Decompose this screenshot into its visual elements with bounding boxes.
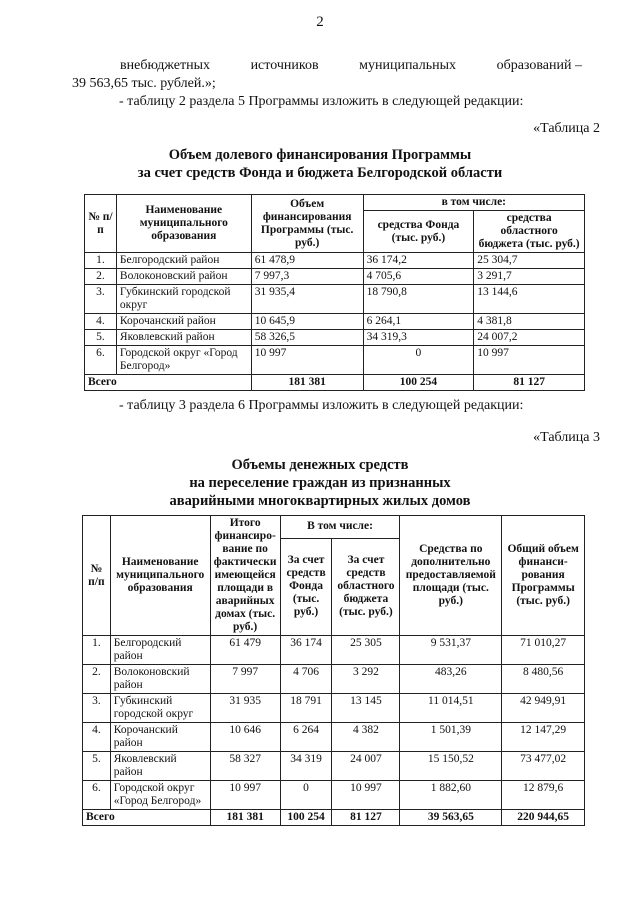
cell-num: 4. [83, 723, 111, 752]
cell-regional: 4 382 [332, 723, 400, 752]
table3-header-total: Итого финансиро-вание по фактически имеющейся площади в аварийных домах (тыс. руб.) [210, 516, 280, 636]
table-row [83, 636, 585, 665]
total-fund: 100 254 [363, 375, 474, 391]
cell-fund: 18 790,8 [363, 285, 474, 314]
table3-header-name: Наименование муниципального образования [110, 516, 210, 636]
table-row [83, 723, 585, 752]
total-fund: 100 254 [280, 810, 332, 826]
table-total-row [85, 375, 585, 391]
cell-total: 7 997 [210, 665, 280, 694]
table-row [83, 752, 585, 781]
cell-fund: 4 705,6 [363, 269, 474, 285]
cell-regional: 4 381,8 [474, 314, 585, 330]
total-regional: 81 127 [474, 375, 585, 391]
cell-num: 1. [85, 253, 117, 269]
cell-name: Городской округ «Город Белгород» [116, 346, 251, 375]
cell-fund: 18 791 [280, 694, 332, 723]
cell-regional: 25 304,7 [474, 253, 585, 269]
cell-grand: 42 949,91 [502, 694, 585, 723]
cell-name: Корочанский район [116, 314, 251, 330]
table3-header-grand: Общий объем финанси-рования Программы (тыс. руб.) [502, 516, 585, 636]
table-row [83, 665, 585, 694]
intro-line-2: 39 563,65 тыс. рублей.»; [72, 76, 216, 91]
cell-num: 3. [83, 694, 111, 723]
cell-fund: 34 319,3 [363, 330, 474, 346]
cell-name: Волоконовский район [116, 269, 251, 285]
table2-title-1: Объем долевого финансирования Программы [168, 147, 472, 163]
table2-title-2: за счет средств Фонда и бюджета Белгородской области [137, 165, 503, 181]
cell-grand: 12 879,6 [502, 781, 585, 810]
cell-num: 2. [83, 665, 111, 694]
cell-name: Губкинский городской округ [116, 285, 251, 314]
cell-name: Корочанский район [110, 723, 210, 752]
table-row [83, 694, 585, 723]
table-row [85, 346, 585, 375]
cell-name: Волоконовский район [110, 665, 210, 694]
table2 [84, 194, 585, 391]
cell-regional: 24 007 [332, 752, 400, 781]
cell-name: Яковлевский район [116, 330, 251, 346]
intro-line-3: - таблицу 2 раздела 5 Программы изложить в следующей редакции: [119, 94, 524, 109]
cell-regional: 10 997 [474, 346, 585, 375]
total-regional: 81 127 [332, 810, 400, 826]
table-total-row [83, 810, 585, 826]
cell-regional: 3 291,7 [474, 269, 585, 285]
table2-header-incl: в том числе: [363, 195, 584, 211]
table-row [85, 314, 585, 330]
table3-title-2: на переселение граждан из признанных [189, 475, 451, 491]
total-label: Всего [85, 375, 252, 391]
table3-header-extra: Средства по дополнительно предоставляемой площади (тыс. руб.) [400, 516, 502, 636]
cell-fund: 6 264,1 [363, 314, 474, 330]
cell-extra: 9 531,37 [400, 636, 502, 665]
table3 [82, 515, 585, 826]
table3-header-num: № п/п [83, 516, 111, 636]
cell-total: 31 935 [210, 694, 280, 723]
cell-fund: 34 319 [280, 752, 332, 781]
cell-extra: 483,26 [400, 665, 502, 694]
table-row [85, 330, 585, 346]
cell-extra: 1 882,60 [400, 781, 502, 810]
cell-regional: 25 305 [332, 636, 400, 665]
cell-regional: 24 007,2 [474, 330, 585, 346]
cell-total: 58 327 [210, 752, 280, 781]
cell-num: 5. [85, 330, 117, 346]
intro-word: источников [250, 58, 319, 73]
table2-header-regional: средства областного бюджета (тыс. руб.) [474, 211, 585, 253]
cell-total: 10 997 [210, 781, 280, 810]
intro-word: муниципальных [359, 58, 457, 73]
cell-name: Городской округ «Город Белгород» [110, 781, 210, 810]
cell-num: 3. [85, 285, 117, 314]
cell-regional: 13 144,6 [474, 285, 585, 314]
table2-header-fund: средства Фонда (тыс. руб.) [363, 211, 474, 253]
cell-grand: 71 010,27 [502, 636, 585, 665]
total-total: 181 381 [251, 375, 363, 391]
table3-title-3: аварийными многоквартирных жилых домов [169, 493, 471, 509]
table3-title-1: Объемы денежных средств [231, 457, 409, 473]
cell-grand: 12 147,29 [502, 723, 585, 752]
table-row [85, 253, 585, 269]
mid-text: - таблицу 3 раздела 6 Программы изложить в следующей редакции: [119, 398, 524, 413]
intro-word: образований – [496, 58, 582, 73]
table-row [85, 269, 585, 285]
cell-num: 6. [85, 346, 117, 375]
cell-total: 10 645,9 [251, 314, 363, 330]
table3-label: «Таблица 3 [533, 430, 600, 445]
cell-total: 10 997 [251, 346, 363, 375]
intro-line-1 [120, 56, 582, 75]
table-row [85, 285, 585, 314]
cell-total: 7 997,3 [251, 269, 363, 285]
cell-grand: 8 480,56 [502, 665, 585, 694]
total-label: Всего [83, 810, 211, 826]
table3-header-regional: За счет средств областного бюджета (тыс. руб.) [332, 538, 400, 635]
cell-name: Белгородский район [110, 636, 210, 665]
cell-fund: 0 [363, 346, 474, 375]
table2-label: «Таблица 2 [533, 121, 600, 136]
cell-extra: 15 150,52 [400, 752, 502, 781]
cell-regional: 13 145 [332, 694, 400, 723]
table2-header-name: Наименование муниципального образования [116, 195, 251, 253]
table2-header-total: Объем финансирования Программы (тыс. руб.) [251, 195, 363, 253]
cell-fund: 6 264 [280, 723, 332, 752]
cell-extra: 11 014,51 [400, 694, 502, 723]
intro-word: внебюджетных [120, 58, 211, 73]
cell-num: 5. [83, 752, 111, 781]
cell-fund: 36 174 [280, 636, 332, 665]
cell-grand: 73 477,02 [502, 752, 585, 781]
cell-regional: 10 997 [332, 781, 400, 810]
cell-total: 61 478,9 [251, 253, 363, 269]
table2-header-num: № п/п [85, 195, 117, 253]
cell-regional: 3 292 [332, 665, 400, 694]
cell-extra: 1 501,39 [400, 723, 502, 752]
page-number: 2 [316, 14, 324, 30]
cell-total: 61 479 [210, 636, 280, 665]
table3-header-fund: За счет средств Фонда (тыс. руб.) [280, 538, 332, 635]
cell-fund: 36 174,2 [363, 253, 474, 269]
cell-fund: 0 [280, 781, 332, 810]
cell-name: Белгородский район [116, 253, 251, 269]
cell-name: Яковлевский район [110, 752, 210, 781]
cell-num: 4. [85, 314, 117, 330]
cell-total: 31 935,4 [251, 285, 363, 314]
cell-num: 6. [83, 781, 111, 810]
table-row [83, 781, 585, 810]
table3-header-incl: В том числе: [280, 516, 400, 539]
total-grand: 220 944,65 [502, 810, 585, 826]
cell-total: 58 326,5 [251, 330, 363, 346]
total-total: 181 381 [210, 810, 280, 826]
cell-name: Губкинский городской округ [110, 694, 210, 723]
cell-fund: 4 706 [280, 665, 332, 694]
cell-total: 10 646 [210, 723, 280, 752]
cell-num: 1. [83, 636, 111, 665]
cell-num: 2. [85, 269, 117, 285]
total-extra: 39 563,65 [400, 810, 502, 826]
